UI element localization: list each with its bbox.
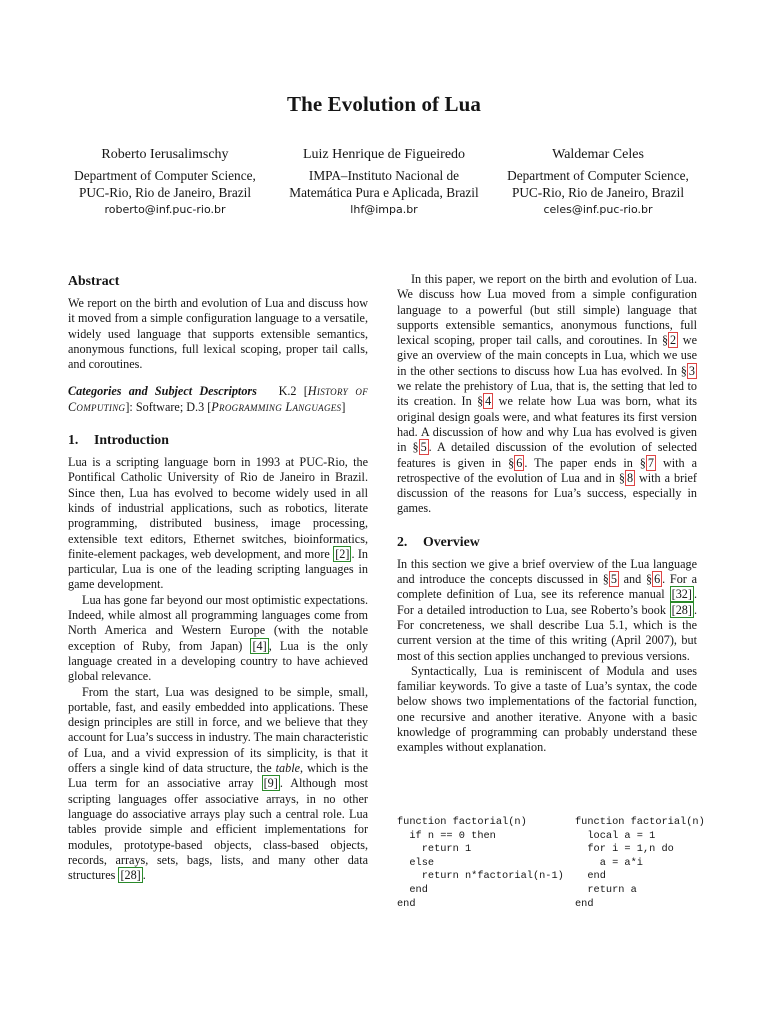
author-affiliation: PUC-Rio, Rio de Janeiro, Brazil bbox=[78, 185, 252, 200]
category-code: K.2 [ bbox=[278, 384, 308, 399]
section-link[interactable]: 6 bbox=[654, 572, 661, 587]
author-email: roberto@inf.puc-rio.br bbox=[104, 203, 226, 216]
section-link[interactable]: 2 bbox=[670, 333, 677, 348]
author-email: lhf@impa.br bbox=[350, 203, 418, 216]
author-name: Luiz Henrique de Figueiredo bbox=[302, 147, 466, 162]
citation-link[interactable]: [28] bbox=[120, 868, 141, 883]
citation-link[interactable]: [32] bbox=[671, 587, 692, 602]
category-name: History of Computing bbox=[68, 384, 368, 414]
author-affiliation: PUC-Rio, Rio de Janeiro, Brazil bbox=[511, 185, 685, 200]
section-link[interactable]: 4 bbox=[485, 394, 492, 409]
author-block-3 bbox=[478, 146, 718, 218]
category-code: ]: Software; D.3 [ bbox=[125, 399, 212, 414]
left-column bbox=[68, 272, 368, 883]
author-affiliation: Department of Computer Science, bbox=[74, 168, 256, 183]
section-link[interactable]: 6 bbox=[516, 455, 523, 470]
citation-link[interactable]: [9] bbox=[263, 776, 278, 791]
category-name: Programming Languages bbox=[211, 399, 342, 414]
code-listing-recursive: function factorial(n) if n == 0 then return 1 else return n*factorial(n-1) end end bbox=[397, 816, 564, 910]
author-block-1 bbox=[45, 146, 285, 218]
section-title: Overview bbox=[423, 533, 480, 549]
category-code: ] bbox=[341, 399, 346, 414]
section-link[interactable]: 3 bbox=[688, 363, 695, 378]
paragraph: In this paper, we report on the birth and evolution of Lua. We discuss how Lua moved from a simple configuration language to a powerful (but still simple) language that supports extensible semantics, anonymous functions, full lexical scoping, proper tail calls, and coroutines. In § 2 we give an overview of the main concepts in Lua, which we use in the other sections to discuss how Lua has evolved. In § 3 we relate the prehistory of Lua, that is, the setting that led to its creation. In § 4 we relate how Lua was born, what its original design goals were, and what features its first version had. A discussion of how and why Lua has evolved is given in § 5 . A detailed discussion of the evolution of selected features is given in § 6 . The paper ends in § 7 with a retrospective of the evolution of Lua and in § 8 with a brief discussion of the reasons for Lua’s success, especially in games. bbox=[397, 272, 697, 516]
citation-link[interactable]: [2] bbox=[335, 546, 350, 561]
author-name: Roberto Ierusalimschy bbox=[101, 147, 229, 162]
section-title: Introduction bbox=[94, 432, 169, 448]
author-name: Waldemar Celes bbox=[552, 147, 644, 162]
section-link[interactable]: 8 bbox=[626, 470, 634, 485]
code-listing-iterative: function factorial(n) local a = 1 for i = 1,n do a = a*i end return a end bbox=[575, 816, 705, 910]
paragraph: From the start, Lua was designed to be simple, small, portable, fast, and easily embedded into applications. These design principles are still in force, and we believe that they account for Lua’s success in industry. The main characteristic of Lua, and a vivid expression of its simplicity, is that it offers a single kind of data structure, the table, which is the Lua term for an associative array [9] . Although most scripting languages offer associative arrays, in no other language do associative arrays play such a central role. Lua tables provide simple and efficient implementations for modules, prototype-based objects, class-based objects, records, arrays, sets, bags, lists, and many other data structures [28] . bbox=[68, 684, 369, 883]
section-heading-overview bbox=[397, 533, 697, 551]
citation-link[interactable]: [4] bbox=[252, 638, 267, 653]
author-affiliation: IMPA–Instituto Nacional de bbox=[308, 168, 460, 183]
categories-descriptors bbox=[68, 384, 368, 415]
section-link[interactable]: 5 bbox=[610, 572, 617, 587]
paragraph: Syntactically, Lua is reminiscent of Modula and uses familiar keywords. To give a taste of Lua’s syntax, the code below shows two implementations of the factorial function, one recursive and another iterative. Anyone with a basic knowledge of programming can probably understand these examples without explanation. bbox=[397, 663, 697, 755]
abstract-heading: Abstract bbox=[68, 273, 120, 288]
section-number: 2. bbox=[397, 533, 408, 549]
section-number: 1. bbox=[68, 432, 79, 448]
author-affiliation: Matemática Pura e Aplicada, Brazil bbox=[289, 185, 479, 200]
section-link[interactable]: 7 bbox=[647, 455, 654, 470]
paragraph: In this section we give a brief overview of the Lua language and introduce the concepts discussed in § 5 and § 6 . For a complete definition of Lua, see its reference manual [32] . For a detailed introduction to Lua, see Roberto’s book [28] . For concreteness, we shall describe Lua 5.1, which is the current version at the time of this writing (April 2007), but most of this section applies unchanged to previous versions. bbox=[397, 556, 697, 663]
citation-link[interactable]: [28] bbox=[671, 602, 692, 617]
right-column bbox=[397, 272, 697, 756]
section-link[interactable]: 5 bbox=[420, 440, 427, 455]
emphasis: table bbox=[275, 761, 301, 776]
abstract-text: We report on the birth and evolution of Lua and discuss how it moved from a simple configuration language to a versatile, widely used language that supports extensible semantics, anonymous functions, full lexical scoping, proper tail calls, and coroutines. bbox=[68, 296, 368, 372]
categories-label: Categories and Subject Descriptors bbox=[68, 384, 257, 399]
author-email: celes@inf.puc-rio.br bbox=[543, 203, 653, 216]
paper-title: The Evolution of Lua bbox=[287, 92, 481, 116]
section-heading-introduction bbox=[68, 431, 368, 449]
author-affiliation: Department of Computer Science, bbox=[507, 168, 689, 183]
paragraph: Lua has gone far beyond our most optimistic expectations. Indeed, while almost all programming languages come from North America and Western Europe (with the notable exception of Ruby, from Japan) [4] , Lua is the only language created in a developing country to have achieved global relevance. bbox=[68, 592, 368, 684]
author-block-2 bbox=[264, 146, 504, 218]
paragraph: Lua is a scripting language born in 1993 at PUC-Rio, the Pontifical Catholic University of Rio de Janeiro in Brazil. Since then, Lua has evolved to become widely used in all kinds of industrial applications, such as robotics, literate programming, distributed business, image processing, extensible text editors, Ethernet switches, bioinformatics, finite-element packages, web development, and more [2] . In particular, Lua is one of the leading scripting languages in game development. bbox=[68, 455, 369, 592]
